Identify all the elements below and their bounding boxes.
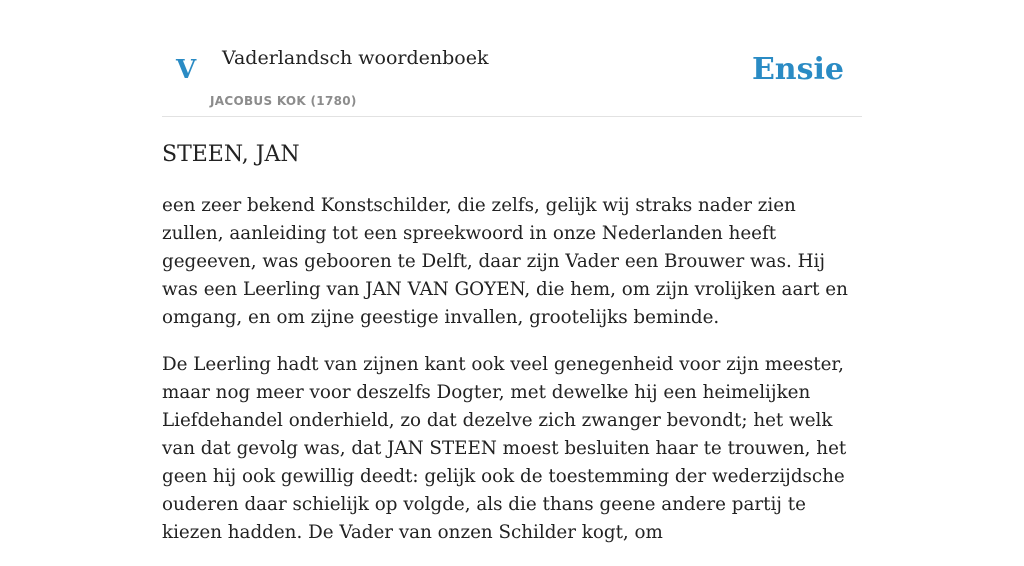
ensie-logo[interactable]: Ensie bbox=[751, 52, 844, 87]
book-author: JACOBUS KOK (1780) bbox=[210, 94, 357, 108]
book-header bbox=[162, 0, 862, 117]
entry-paragraph: een zeer bekend Konstschilder, die zelfs, gelijk wij straks nader zien zullen, aanleiding tot een spreekwoord in onze Nederlanden heeft gegeeven, was gebooren te Delft, daar zijn Vader een Brouwer was. Hij was een Leerling van JAN VAN GOYEN, die hem, om zijn vrolijken aart en omgang, en om zijne geestige invallen, grootelijks beminde. bbox=[162, 195, 848, 328]
entry-paragraph: De Leerling hadt van zijnen kant ook veel genegenheid voor zijn meester, maar nog meer voor deszelfs Dogter, met dewelke hij een heimelijken Liefdehandel onderhield, zo dat dezelve zich zwanger bevondt; het welk van dat gevolg was, dat JAN STEEN moest besluiten haar te trouwen, het geen hij ook gewillig deedt: gelijk ook de toestemming der wederzijdsche ouderen daar schielijk op volgde, als die thans geene andere partij te kiezen hadden. De Vader van onzen Schilder kogt, om bbox=[162, 354, 847, 543]
entry-headword: STEEN, JAN bbox=[162, 142, 300, 167]
entry-body bbox=[162, 192, 862, 566]
book-title-link[interactable]: Vaderlandsch woordenboek bbox=[222, 47, 489, 69]
book-letter-icon[interactable]: V bbox=[176, 55, 197, 85]
